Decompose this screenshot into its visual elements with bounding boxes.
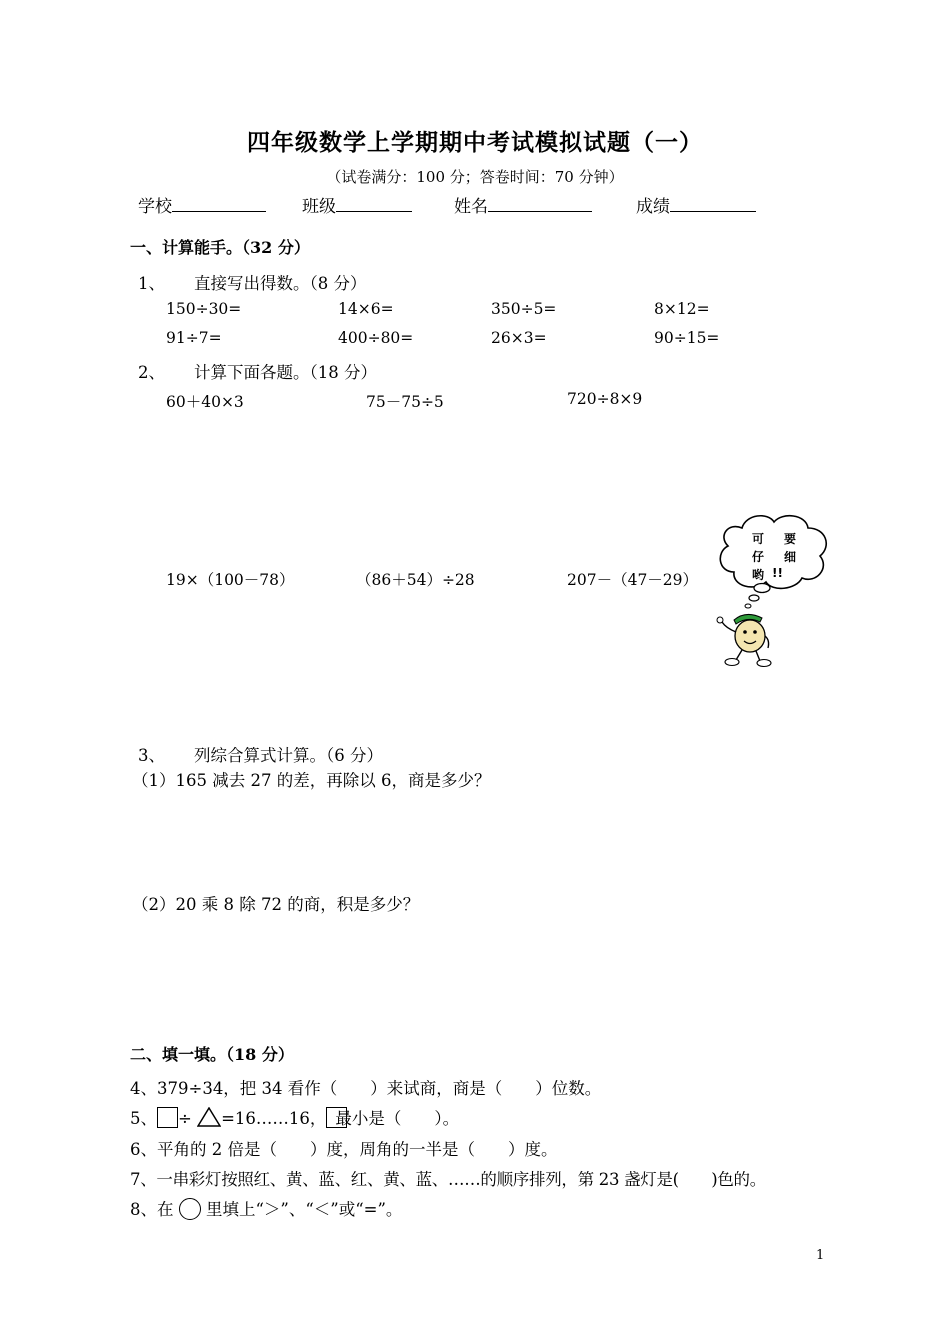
- name-field: [454, 192, 592, 217]
- q1-item: 8×12=: [654, 300, 710, 318]
- school-field: [138, 192, 266, 217]
- name-label: 姓名: [454, 197, 488, 217]
- q2-expression: 75－75÷5: [366, 393, 444, 411]
- square-icon: [157, 1107, 178, 1128]
- score-label: 成绩: [636, 197, 670, 217]
- encouragement-illustration: [712, 510, 834, 675]
- q5-line: [130, 1105, 459, 1129]
- q5-result: =16……16，: [221, 1109, 327, 1128]
- q8-line: [130, 1196, 402, 1220]
- class-label: 班级: [302, 197, 336, 217]
- section1-heading: 一、计算能手。（32 分）: [130, 238, 310, 257]
- q2-expression: 60＋40×3: [166, 393, 244, 411]
- score-blank[interactable]: [670, 195, 756, 212]
- q2-expression: 19×（100－78）: [166, 571, 295, 589]
- q2-expression: 207－（47－29）: [567, 571, 699, 589]
- q6-text: 6、平角的 2 倍是（ ）度，周角的一半是（ ）度。: [130, 1140, 558, 1159]
- q1-item: 400÷80=: [338, 329, 414, 347]
- score-field: [636, 192, 756, 217]
- q1-number: 1、: [138, 274, 165, 293]
- page-title: 四年级数学上学期期中考试模拟试题（一）: [247, 129, 703, 156]
- q8-prefix: 8、在: [130, 1200, 174, 1219]
- q8-suffix: 里填上“＞”、“＜”或“=”。: [206, 1200, 403, 1219]
- q3-number: 3、: [138, 746, 165, 765]
- bubble-char: 仔: [752, 550, 765, 564]
- bubble-char: 要: [784, 532, 797, 546]
- school-blank[interactable]: [172, 195, 266, 212]
- q7-text: 7、一串彩灯按照红、黄、蓝、红、黄、蓝、……的顺序排列，第 23 盏灯是( )色的。: [130, 1170, 766, 1189]
- q5-operator: ÷: [178, 1109, 192, 1128]
- q1-item: 14×6=: [338, 300, 394, 318]
- q4-text: 4、379÷34，把 34 看作（ ）来试商，商是（ ）位数。: [130, 1079, 602, 1098]
- q2-text: 计算下面各题。（18 分）: [194, 363, 377, 382]
- bubble-char: 哟: [752, 568, 765, 582]
- q3-text: 列综合算式计算。（6 分）: [194, 746, 383, 765]
- class-field: [302, 192, 412, 217]
- school-label: 学校: [138, 197, 172, 217]
- q5-tail: 最小是（ ）。: [335, 1109, 460, 1128]
- bubble-char: 可: [752, 532, 765, 546]
- page-number: 1: [816, 1248, 825, 1263]
- name-blank[interactable]: [488, 195, 592, 212]
- q1-item: 91÷7=: [166, 329, 222, 347]
- bubble-char: !!: [772, 566, 783, 580]
- q3-part1: （1）165 减去 27 的差，再除以 6，商是多少？: [132, 771, 491, 790]
- circle-icon: [179, 1198, 201, 1220]
- q2-expression: 720÷8×9: [567, 390, 643, 408]
- q5-prefix: 5、: [130, 1109, 157, 1128]
- q1-text: 直接写出得数。（8 分）: [194, 274, 367, 293]
- q3-part2: （2）20 乘 8 除 72 的商，积是多少？: [132, 895, 420, 914]
- q2-number: 2、: [138, 363, 165, 382]
- exam-subtitle: （试卷满分：100 分；答卷时间：70 分钟）: [326, 168, 624, 186]
- q1-item: 90÷15=: [654, 329, 720, 347]
- q1-item: 26×3=: [491, 329, 547, 347]
- section2-heading: 二、填一填。（18 分）: [130, 1045, 294, 1064]
- thought-bubble-icon: [712, 510, 834, 675]
- q2-expression: （86＋54）÷28: [356, 571, 475, 589]
- q1-item: 350÷5=: [491, 300, 557, 318]
- q1-item: 150÷30=: [166, 300, 242, 318]
- triangle-icon: [197, 1107, 221, 1127]
- class-blank[interactable]: [336, 195, 412, 212]
- bubble-char: 细: [784, 550, 797, 564]
